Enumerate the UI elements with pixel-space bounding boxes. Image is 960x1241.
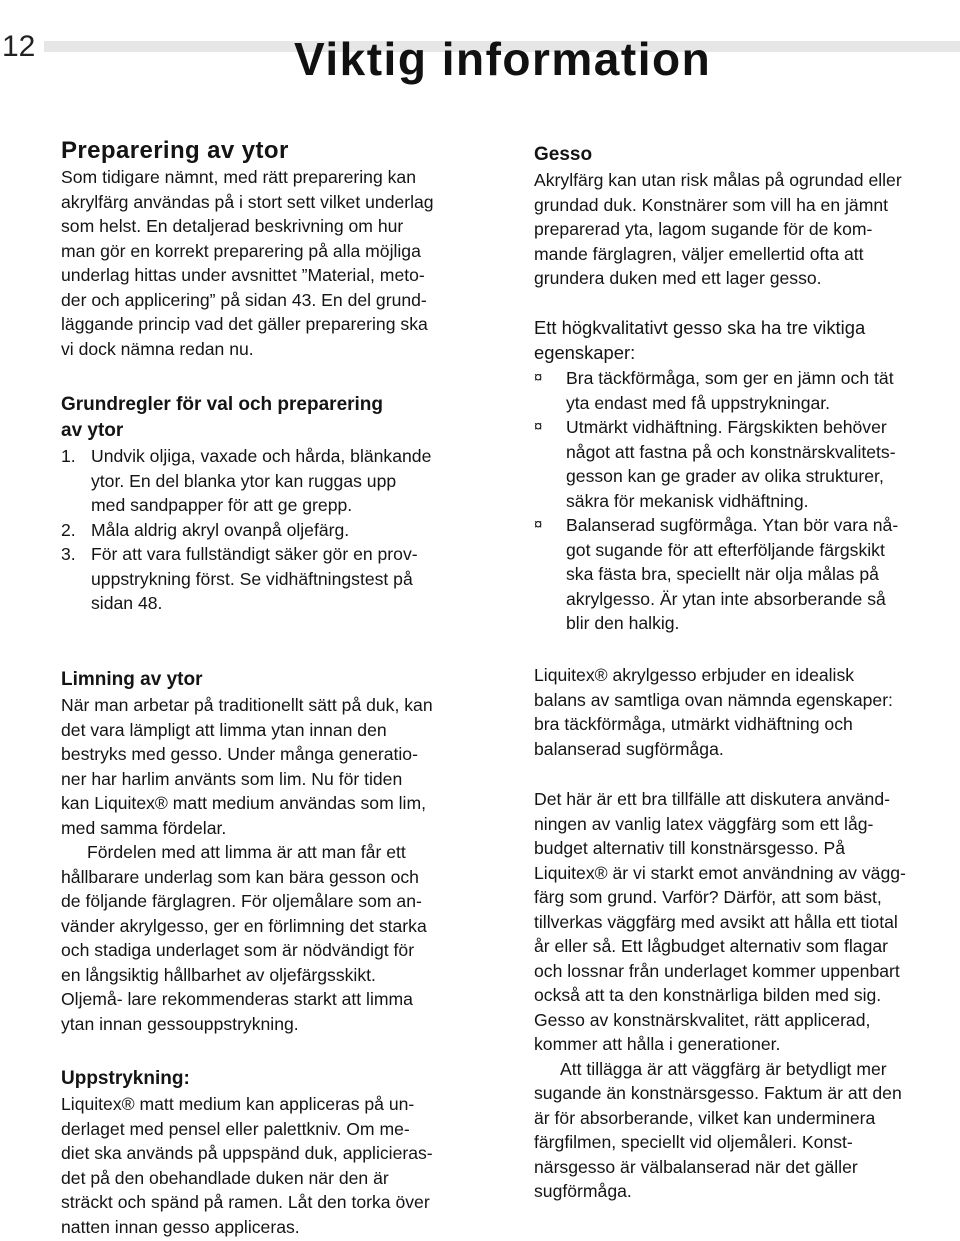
text-line: Att tillägga är att väggfärg är betydligt mer bbox=[560, 1058, 887, 1079]
text-line: med samma fördelar. bbox=[61, 817, 227, 838]
sizing-text bbox=[61, 693, 481, 840]
text-line: det vara lämpligt att limma ytan innan den bbox=[61, 719, 387, 740]
text-line: Balanserad sugförmåga. Ytan bör vara nå- bbox=[566, 515, 899, 535]
text-line: också att ta den konstnärliga bilden med sig. bbox=[534, 985, 882, 1005]
text-line: tillverkas väggfärg med avsikt att hålla ett tiotal bbox=[534, 911, 898, 932]
text-line: sidan 48. bbox=[91, 593, 163, 613]
quality-section bbox=[534, 316, 952, 365]
text-line: derlaget med pensel eller palettkniv. Om me- bbox=[61, 1118, 410, 1139]
text-line: sugande än konstnärsgesso. Faktum är att den bbox=[534, 1083, 902, 1103]
text-line: vänder akrylgesso, ger en förlimning det starka bbox=[61, 915, 427, 936]
text-line: Undvik oljiga, vaxade och hårda, blänkande bbox=[91, 446, 432, 466]
heading-line: Grundregler för val och preparering bbox=[61, 394, 384, 415]
text-line: Utmärkt vidhäftning. Färgskikten behöver bbox=[566, 417, 887, 437]
prep-heading: Preparering av ytor bbox=[61, 137, 289, 164]
page-number: 12 bbox=[2, 30, 36, 63]
heading-line: av ytor bbox=[61, 420, 124, 441]
bullet-icon: ¤ bbox=[534, 418, 543, 435]
text-line: yta endast med få uppstrykningar. bbox=[566, 392, 831, 413]
list-number: 3. bbox=[61, 544, 76, 564]
list-number: 1. bbox=[61, 446, 76, 466]
text-line: mande färglagren, väljer emellertid ofta att bbox=[534, 243, 864, 264]
text-line: balans av samtliga ovan nämnda egenskaper: bbox=[534, 689, 893, 710]
text-line: Akrylfärg kan utan risk målas på ogrundad eller bbox=[534, 170, 902, 190]
text-line: färg som grund. Varför? Därför, att som bäst, bbox=[534, 887, 882, 907]
list-item bbox=[61, 518, 481, 543]
text-line: ningen av vanlig latex väggfärg som ett låg- bbox=[534, 813, 874, 834]
latex-text bbox=[534, 787, 952, 1057]
text-line: man gör en korrekt preparering på alla möjliga bbox=[61, 240, 421, 261]
properties-list bbox=[534, 366, 952, 636]
text-line: der och applicering” på sidan 43. En del grund- bbox=[61, 289, 427, 310]
text-line: kommer att hålla i generationer. bbox=[534, 1034, 781, 1054]
text-line: säkra för mekanisk vidhäftning. bbox=[566, 490, 809, 511]
text-line: ner har harlim använts som lim. Nu för tiden bbox=[61, 768, 403, 789]
text-line: bra täckförmåga, utmärkt vidhäftning och bbox=[534, 714, 853, 734]
text-line: Gesso av konstnärskvalitet, rätt applicerad, bbox=[534, 1009, 871, 1030]
text-line: något att fastna på och konstnärskvalitets- bbox=[566, 441, 896, 462]
rules-list bbox=[61, 444, 481, 616]
list-number: 2. bbox=[61, 519, 76, 540]
text-line: ytan innan gessouppstrykning. bbox=[61, 1013, 299, 1034]
text-line: en långsiktig hållbarhet av oljefärgsskikt. bbox=[61, 964, 376, 985]
text-line: akrylgesso. Är ytan inte absorberande så bbox=[566, 588, 886, 609]
text-line: läggande princip vad det gäller preparering ska bbox=[61, 314, 428, 334]
rules-heading bbox=[61, 392, 481, 444]
prep-section bbox=[61, 137, 481, 361]
liquitex-section bbox=[534, 663, 952, 761]
text-line: preparerad yta, lagom sugande för de kom- bbox=[534, 219, 873, 239]
gesso-heading: Gesso bbox=[534, 144, 593, 165]
page-title: Viktig information bbox=[294, 33, 712, 85]
latex-text-2 bbox=[534, 1057, 952, 1204]
properties-section bbox=[534, 366, 952, 636]
list-item bbox=[534, 366, 952, 415]
text-line: Oljemå- lare rekommenderas starkt att limma bbox=[61, 989, 413, 1009]
apply-section bbox=[61, 1066, 481, 1239]
text-line: Bra täckförmåga, som ger en jämn och tät bbox=[566, 368, 894, 388]
sizing-heading: Limning av ytor bbox=[61, 669, 203, 690]
text-line: Ett högkvalitativt gesso ska ha tre viktiga bbox=[534, 317, 866, 338]
text-line: egenskaper: bbox=[534, 341, 636, 363]
header-bar bbox=[44, 33, 960, 85]
text-line: hållbarare underlag som kan bära gesson och bbox=[61, 866, 419, 887]
text-line: diet ska används på uppspänd duk, applicieras- bbox=[61, 1143, 433, 1163]
text-line: år eller så. Ett lågbudget alternativ som flagar bbox=[534, 936, 889, 956]
list-item bbox=[61, 444, 481, 518]
list-item bbox=[61, 542, 481, 616]
text-line: och stadiga underlaget som är nödvändigt för bbox=[61, 940, 415, 960]
list-item bbox=[534, 415, 952, 513]
text-line: de följande färglagren. För oljemålare som an- bbox=[61, 891, 422, 911]
text-line: natten innan gesso appliceras. bbox=[61, 1216, 300, 1237]
text-line: När man arbetar på traditionellt sätt på duk, kan bbox=[61, 695, 433, 715]
bullet-icon: ¤ bbox=[534, 516, 543, 533]
text-line: med sandpapper för att ge grepp. bbox=[91, 495, 353, 515]
text-line: som helst. En detaljerad beskrivning om hur bbox=[61, 216, 404, 236]
text-line: det på den obehandlade duken när den är bbox=[61, 1167, 389, 1188]
rules-section bbox=[61, 392, 481, 616]
apply-heading: Uppstrykning: bbox=[61, 1068, 190, 1089]
text-line: Det här är ett bra tillfälle att diskutera använd- bbox=[534, 789, 890, 809]
text-line: Liquitex® är vi starkt emot användning av vägg- bbox=[534, 862, 906, 883]
list-item bbox=[534, 513, 952, 636]
text-line: akrylfärg användas på i stort sett vilket underlag bbox=[61, 191, 434, 212]
text-line: budget alternativ till konstnärsgesso. På bbox=[534, 838, 846, 858]
text-line: sträckt och spänd på ramen. Låt den torka över bbox=[61, 1192, 430, 1212]
prep-text bbox=[61, 165, 481, 361]
latex-section bbox=[534, 787, 952, 1204]
text-line: färgfilmen, speciellt vid oljemåleri. Konst- bbox=[534, 1132, 853, 1152]
gesso-section bbox=[534, 142, 952, 291]
text-line: Liquitex® matt medium kan appliceras på un- bbox=[61, 1094, 415, 1114]
text-line: är för absorberande, vilket kan underminera bbox=[534, 1107, 876, 1128]
text-line: Fördelen med att limma är att man får ett bbox=[87, 842, 406, 862]
text-line: Som tidigare nämnt, med rätt preparering kan bbox=[61, 167, 416, 187]
apply-text bbox=[61, 1092, 481, 1239]
quality-intro bbox=[534, 316, 952, 365]
text-line: vi dock nämna redan nu. bbox=[61, 338, 254, 359]
text-line: balanserad sugförmåga. bbox=[534, 738, 724, 759]
text-line: uppstrykning först. Se vidhäftningstest på bbox=[91, 568, 413, 589]
text-line: Liquitex® akrylgesso erbjuder en idealisk bbox=[534, 665, 855, 685]
text-line: blir den halkig. bbox=[566, 613, 680, 633]
bullet-icon: ¤ bbox=[534, 369, 543, 386]
text-line: och lossnar från underlaget kommer uppenbart bbox=[534, 960, 900, 981]
text-line: För att vara fullständigt säker gör en prov- bbox=[91, 544, 418, 564]
text-line: bestryks med gesso. Under många generatio- bbox=[61, 744, 418, 764]
text-line: ytor. En del blanka ytor kan ruggas upp bbox=[91, 470, 397, 491]
text-line: ska fästa bra, speciellt när olja målas på bbox=[566, 564, 879, 584]
sizing-section bbox=[61, 667, 481, 1036]
text-line: kan Liquitex® matt medium användas som lim, bbox=[61, 793, 426, 813]
text-line: gesson kan ge grader av olika strukturer, bbox=[566, 466, 884, 486]
gesso-text bbox=[534, 168, 952, 291]
text-line: underlag hittas under avsnittet ”Material, meto- bbox=[61, 265, 425, 285]
text-line: Måla aldrig akryl ovanpå oljefärg. bbox=[91, 519, 350, 540]
text-line: grundera duken med ett lager gesso. bbox=[534, 268, 822, 288]
text-line: sugförmåga. bbox=[534, 1181, 632, 1201]
text-line: got sugande för att efterföljande färgskikt bbox=[566, 539, 885, 560]
liquitex-text bbox=[534, 663, 952, 761]
sizing-text-2 bbox=[61, 840, 481, 1036]
text-line: grundad duk. Konstnärer som vill ha en jämnt bbox=[534, 194, 889, 215]
text-line: närsgesso är välbalanserad när det gäller bbox=[534, 1156, 858, 1177]
